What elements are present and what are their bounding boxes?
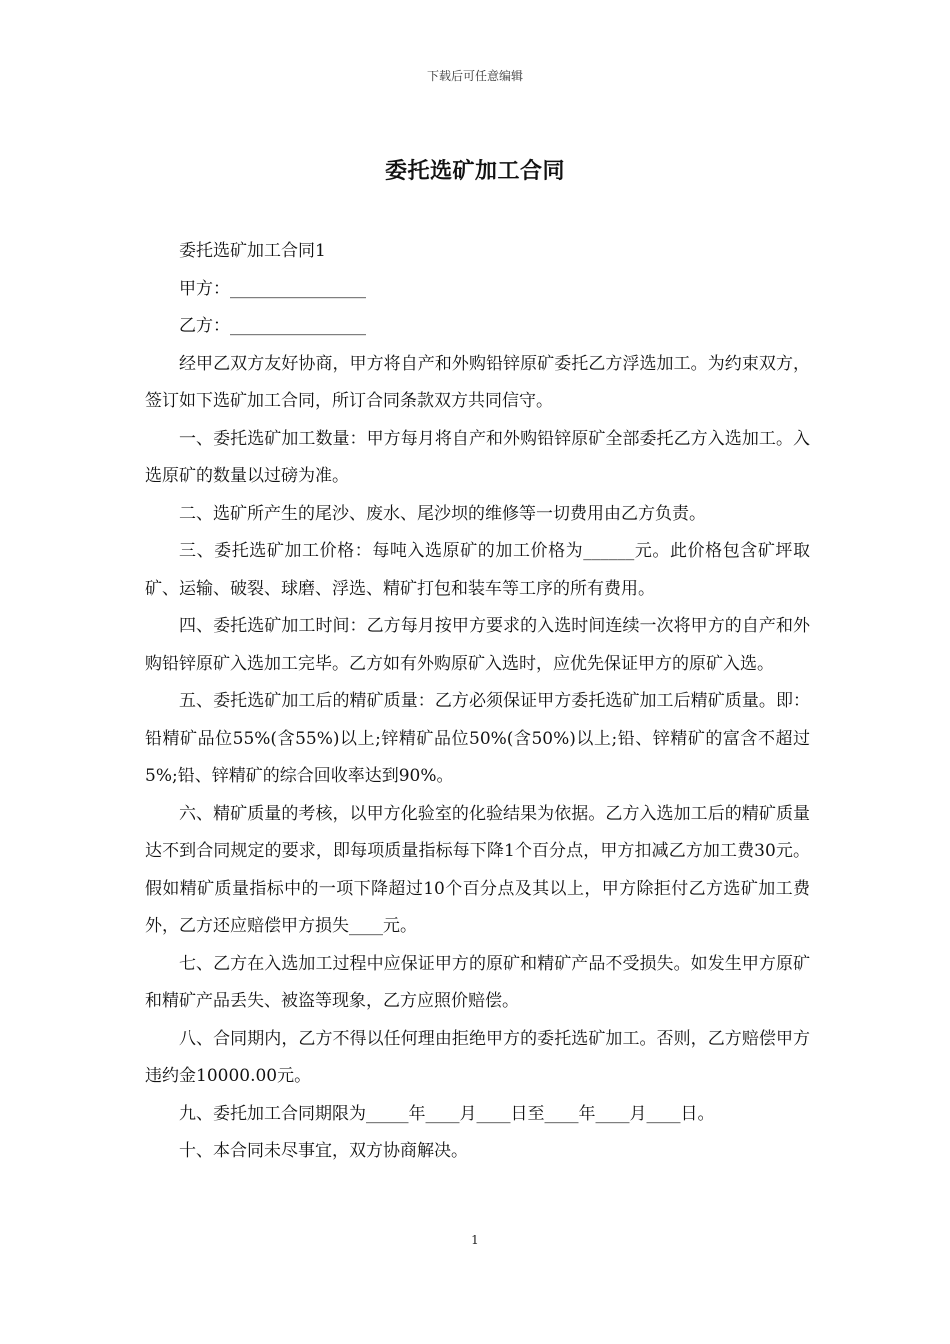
clause-9: 九、委托加工合同期限为_____年____月____日至____年____月____日。 (179, 1103, 715, 1124)
clause-4: 四、委托选矿加工时间：乙方每月按甲方要求的入选时间连续一次将甲方的自产和外购铅锌原矿入选加工完毕。乙方如有外购原矿入选时，应优先保证甲方的原矿入选。 (145, 616, 810, 674)
preamble-paragraph: 经甲乙双方友好协商，甲方将自产和外购铅锌原矿委托乙方浮选加工。为约束双方，签订如下选矿加工合同，所订合同条款双方共同信守。 (145, 353, 810, 411)
clause-10: 十、本合同未尽事宜，双方协商解决。 (179, 1141, 468, 1161)
page-number: 1 (471, 1233, 479, 1247)
clause-8: 八、合同期内，乙方不得以任何理由拒绝甲方的委托选矿加工。否则，乙方赔偿甲方违约金10000.00元。 (145, 1028, 810, 1086)
party-a-line: 甲方：________________ (179, 278, 366, 299)
clause-3: 三、委托选矿加工价格：每吨入选原矿的加工价格为______元。此价格包含矿坪取矿、运输、破裂、球磨、浮选、精矿打包和装车等工序的所有费用。 (145, 541, 810, 599)
header-note: 下载后可任意编辑 (426, 69, 523, 83)
contract-subtitle: 委托选矿加工合同1 (179, 241, 326, 261)
document-title: 委托选矿加工合同 (384, 158, 565, 184)
clause-6: 六、精矿质量的考核，以甲方化验室的化验结果为依据。乙方入选加工后的精矿质量达不到合同规定的要求，即每项质量指标每下降1个百分点，甲方扣减乙方加工费30元。假如精矿质量指标中的一项下降超过10个百分点及其以上，甲方除拒付乙方选矿加工费外，乙方还应赔偿甲方损失____元。 (145, 803, 810, 936)
clause-2: 二、选矿所产生的尾沙、废水、尾沙坝的维修等一切费用由乙方负责。 (179, 503, 706, 524)
clause-7: 七、乙方在入选加工过程中应保证甲方的原矿和精矿产品不受损失。如发生甲方原矿和精矿产品丢失、被盗等现象，乙方应照价赔偿。 (145, 953, 810, 1011)
clause-1: 一、委托选矿加工数量：甲方每月将自产和外购铅锌原矿全部委托乙方入选加工。入选原矿的数量以过磅为准。 (145, 428, 810, 486)
party-b-line: 乙方：________________ (179, 316, 366, 336)
document-body (145, 233, 810, 1171)
clause-5: 五、委托选矿加工后的精矿质量：乙方必须保证甲方委托选矿加工后精矿质量。即：铅精矿品位55%(含55%)以上;锌精矿品位50%(含50%)以上;铅、锌精矿的富含不超过5%;铅、锌精矿的综合回收率达到90%。 (145, 691, 810, 786)
